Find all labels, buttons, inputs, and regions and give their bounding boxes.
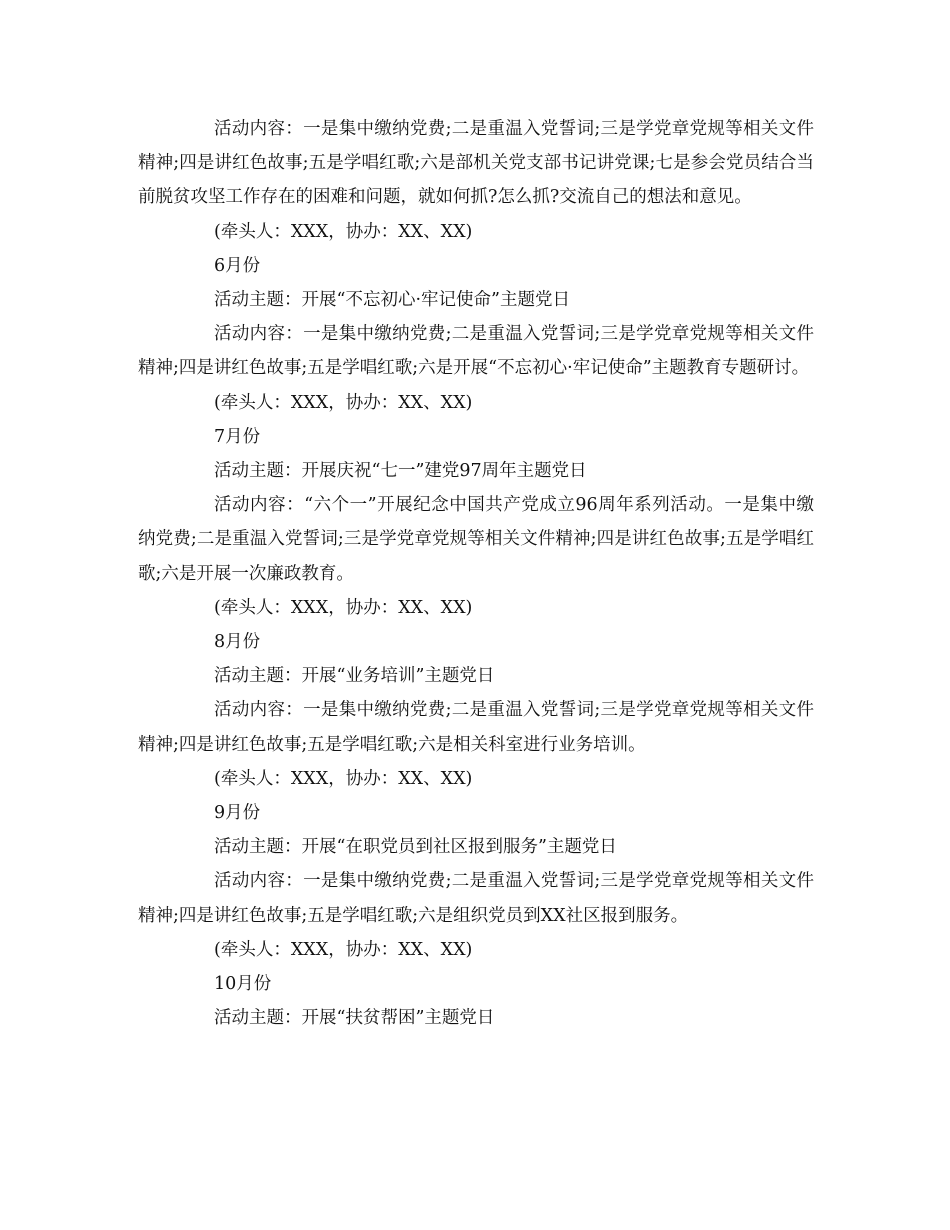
- paragraph-august-content: 活动内容：一是集中缴纳党费;二是重温入党誓词;三是学党章党规等相关文件精神;四是讲红色故事;五是学唱红歌;六是相关科室进行业务培训。: [138, 700, 814, 755]
- paragraph-august-lead: (牵头人：XXX，协办：XX、XX): [214, 768, 473, 789]
- paragraph-june-theme: 活动主题：开展“不忘初心·牢记使命”主题党日: [214, 290, 570, 311]
- paragraph-september-theme: 活动主题：开展“在职党员到社区报到服务”主题党日: [214, 837, 617, 858]
- paragraph-may-lead: (牵头人：XXX，协办：XX、XX): [214, 221, 473, 242]
- paragraph-july-content: 活动内容：“六个一”开展纪念中国共产党成立96周年系列活动。一是集中缴纳党费;二是重温入党誓词;三是学党章党规等相关文件精神;四是讲红色故事;五是学唱红歌;六是开展一次廉政教育。: [138, 495, 814, 584]
- paragraph-august-theme: 活动主题：开展“业务培训”主题党日: [214, 666, 495, 687]
- paragraph-may-content: 活动内容：一是集中缴纳党费;二是重温入党誓词;三是学党章党规等相关文件精神;四是讲红色故事;五是学唱红歌;六是部机关党支部书记讲党课;七是参会党员结合当前脱贫攻坚工作存在的困难和问题，就如何抓?怎么抓?交流自己的想法和意见。: [138, 119, 814, 208]
- paragraph-july-heading: 7月份: [214, 426, 261, 447]
- paragraph-july-theme: 活动主题：开展庆祝“七一”建党97周年主题党日: [214, 461, 587, 482]
- paragraph-june-heading: 6月份: [214, 255, 261, 276]
- paragraph-september-heading: 9月份: [214, 803, 261, 824]
- paragraph-july-lead: (牵头人：XXX，协办：XX、XX): [214, 597, 473, 618]
- paragraph-august-heading: 8月份: [214, 632, 261, 653]
- document-body: [138, 112, 814, 1035]
- paragraph-september-content: 活动内容：一是集中缴纳党费;二是重温入党誓词;三是学党章党规等相关文件精神;四是讲红色故事;五是学唱红歌;六是组织党员到XX社区报到服务。: [138, 871, 814, 926]
- paragraph-june-lead: (牵头人：XXX，协办：XX、XX): [214, 392, 473, 413]
- paragraph-october-theme: 活动主题：开展“扶贫帮困”主题党日: [214, 1008, 495, 1029]
- paragraph-june-content: 活动内容：一是集中缴纳党费;二是重温入党誓词;三是学党章党规等相关文件精神;四是讲红色故事;五是学唱红歌;六是开展“不忘初心·牢记使命”主题教育专题研讨。: [138, 324, 814, 379]
- paragraph-october-heading: 10月份: [214, 974, 272, 995]
- paragraph-september-lead: (牵头人：XXX，协办：XX、XX): [214, 939, 473, 960]
